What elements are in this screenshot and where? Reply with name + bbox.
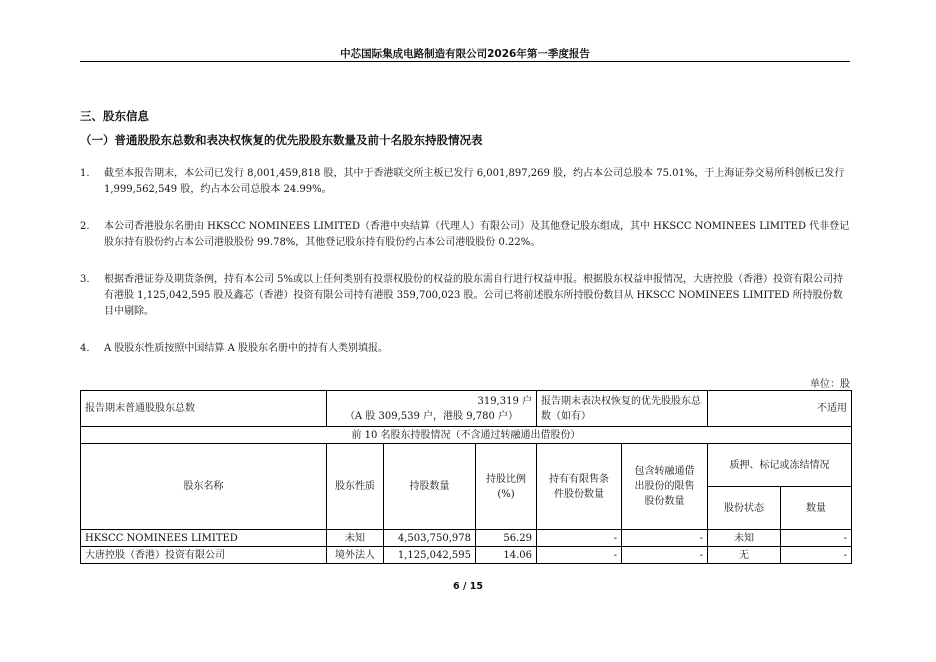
cell-pledge-status: 未知 — [708, 530, 781, 547]
note-number: 3. — [80, 274, 90, 285]
cell-pledge-qty: - — [781, 530, 852, 547]
col-header-restricted-incl: 包含转融通借出股份的限售股份数量 — [622, 444, 708, 530]
cell-shares: 1,125,042,595 — [384, 547, 476, 564]
note-number: 1. — [80, 168, 90, 179]
cell-name: 大唐控股（香港）投资有限公司 — [81, 547, 327, 564]
summary-row — [81, 391, 852, 427]
col-header-ratio: 持股比例(%) — [476, 444, 537, 530]
table-row — [81, 530, 852, 547]
note-2 — [80, 219, 850, 251]
note-number: 2. — [80, 221, 90, 232]
cell-ratio: 14.06 — [476, 547, 537, 564]
report-header-title: 中芯国际集成电路制造有限公司2026年第一季度报告 — [340, 48, 590, 60]
cell-shares: 4,503,750,978 — [384, 530, 476, 547]
col-header-pledge-qty: 数量 — [781, 487, 852, 530]
note-4 — [80, 341, 850, 357]
cell-name: HKSCC NOMINEES LIMITED — [81, 530, 327, 547]
top10-title-row — [81, 427, 852, 444]
header-row-1 — [81, 444, 852, 487]
shareholder-table — [80, 390, 852, 564]
cell-nature: 境外法人 — [327, 547, 384, 564]
note-3 — [80, 272, 850, 320]
col-header-pledge: 质押、标记或冻结情况 — [708, 444, 852, 487]
col-header-shares: 持股数量 — [384, 444, 476, 530]
page-number: 6 / 15 — [453, 581, 483, 592]
cell-restricted: - — [537, 530, 622, 547]
preferred-holders-value: 不适用 — [708, 391, 852, 427]
note-text: 根据香港证券及期货条例，持有本公司 5%或以上任何类别有投票权股份的权益的股东需自行进行权益申报。根据股东权益申报情况，大唐控股（香港）投资有限公司持有港股 1,125,042,595 股及鑫芯（香港）投资有限公司持有港股 359,700,023 股。公司已将前述股东所持股份数目从 HKSCC NOMINEES LIMITED 所持股份数目中剔除。 — [104, 274, 844, 317]
section-subtitle: （一）普通股股东总数和表决权恢复的优先股股东数量及前十名股东持股情况表 — [80, 133, 483, 147]
total-holders-label: 报告期末普通股股东总数 — [81, 391, 327, 427]
total-holders-count: 319,319 户 — [477, 395, 532, 407]
col-header-nature: 股东性质 — [327, 444, 384, 530]
cell-ratio: 56.29 — [476, 530, 537, 547]
note-text: 本公司香港股东名册由 HKSCC NOMINEES LIMITED（香港中央结算（代理人）有限公司）及其他登记股东组成，其中 HKSCC NOMINEES LIMITED 代非登记股东持有股份约占本公司港股股份 99.78%，其他登记股东持有股份约占本公司港股股份 0.22%。 — [104, 221, 850, 248]
preferred-holders-label: 报告期末表决权恢复的优先股股东总数（如有） — [537, 391, 708, 427]
total-holders-value — [327, 391, 537, 427]
note-text: 截至本报告期末，本公司已发行 8,001,459,818 股，其中于香港联交所主板已发行 6,001,897,269 股，约占本公司总股本 75.01%，于上海证券交易所科创板已发行 1,999,562,549 股，约占本公司总股本 24.99%。 — [104, 168, 845, 195]
col-header-restricted: 持有有限售条件股份数量 — [537, 444, 622, 530]
note-number: 4. — [80, 343, 90, 354]
cell-nature: 未知 — [327, 530, 384, 547]
unit-label: 单位：股 — [810, 379, 850, 390]
note-text: A 股股东性质按照中国结算 A 股股东名册中的持有人类别填报。 — [104, 343, 388, 354]
col-header-pledge-status: 股份状态 — [708, 487, 781, 530]
cell-restricted: - — [537, 547, 622, 564]
section-title: 三、股东信息 — [80, 109, 149, 123]
cell-pledge-status: 无 — [708, 547, 781, 564]
header-rule — [80, 61, 850, 62]
table-row — [81, 547, 852, 564]
cell-restricted-incl: - — [622, 547, 708, 564]
note-1 — [80, 166, 850, 198]
cell-restricted-incl: - — [622, 530, 708, 547]
top10-title: 前 10 名股东持股情况（不含通过转融通出借股份） — [81, 427, 852, 444]
col-header-name: 股东名称 — [81, 444, 327, 530]
total-holders-breakdown: （A 股 309,539 户，港股 9,780 户） — [344, 410, 519, 422]
cell-pledge-qty: - — [781, 547, 852, 564]
